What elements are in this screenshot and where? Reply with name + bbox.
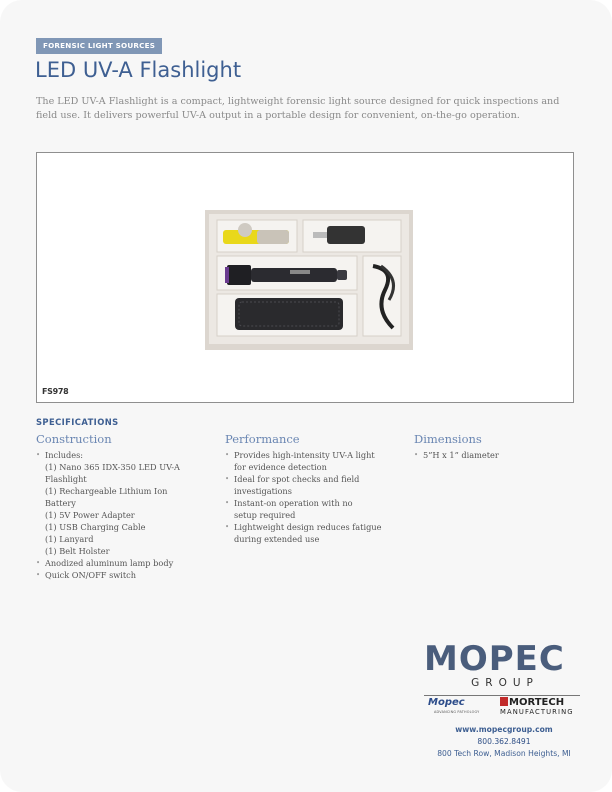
performance-list-item: for evidence detection [234,462,327,472]
performance-list [225,449,410,545]
mortech-brand-logo [500,697,564,708]
flashlight-kit-image [205,210,413,350]
performance-list-item: • Provides high-intensity UV-A light [225,449,410,461]
logo-sub-text: GROUP [471,677,539,689]
category-tag: FORENSIC LIGHT SOURCES [36,38,162,54]
dimensions-heading: Dimensions [414,432,482,446]
mortech-brand-tagline: MANUFACTURING [500,708,574,716]
performance-list-item: • Lightweight design reduces fatigue [225,521,410,533]
dimensions-list [414,449,579,461]
construction-list-item: • Includes: [36,449,221,461]
mopec-brand-logo: Mopec [428,697,465,708]
logo-main-text: MOPEC [424,639,565,679]
performance-list-item: • Ideal for spot checks and field [225,473,410,485]
phone-number: 800.362.8491 [477,737,531,746]
performance-column [225,432,410,545]
mortech-brand-name: MORTECH [509,697,565,708]
construction-list-item: (1) Nano 365 IDX-350 LED UV-A [45,462,180,472]
website-link[interactable]: www.mopecgroup.com [455,725,553,734]
dimensions-list-item: • 5”H x 1” diameter [414,449,579,461]
construction-list-item: (1) Rechargeable Lithium Ion [45,486,168,496]
product-image-frame [36,152,574,403]
address: 800 Tech Row, Madison Heights, MI [437,749,571,758]
construction-list-item: Battery [45,498,76,508]
mortech-mark-icon [500,697,508,706]
construction-heading: Construction [36,432,112,446]
construction-column [36,432,221,581]
logo-divider [424,695,580,696]
brand-logos [428,697,580,719]
performance-heading: Performance [225,432,300,446]
mopec-group-logo [424,639,580,696]
dimensions-column [414,432,579,461]
construction-list-item: (1) Belt Holster [45,546,110,556]
construction-list-item: Flashlight [45,474,87,484]
performance-list-item: setup required [234,510,296,520]
performance-list-item: investigations [234,486,292,496]
page-title: LED UV-A Flashlight [35,58,242,82]
construction-list-item: • Quick ON/OFF switch [36,569,221,581]
performance-list-item: • Instant-on operation with no [225,497,410,509]
construction-list-item: • Anodized aluminum lamp body [36,557,221,569]
model-number: FS978 [42,387,69,396]
construction-list-item: (1) 5V Power Adapter [45,510,135,520]
product-description: The LED UV-A Flashlight is a compact, lightweight forensic light source designed for quick inspections and field use. It delivers powerful UV-A output in a portable design for convenient, on-the-go operation. [36,96,560,121]
construction-list-item: (1) Lanyard [45,534,94,544]
specifications-heading: SPECIFICATIONS [36,417,119,427]
contact-block [424,724,584,760]
construction-list-item: (1) USB Charging Cable [45,522,146,532]
mopec-brand-tagline: ADVANCING PATHOLOGY [434,710,480,714]
construction-list [36,449,221,581]
performance-list-item: during extended use [234,534,320,544]
